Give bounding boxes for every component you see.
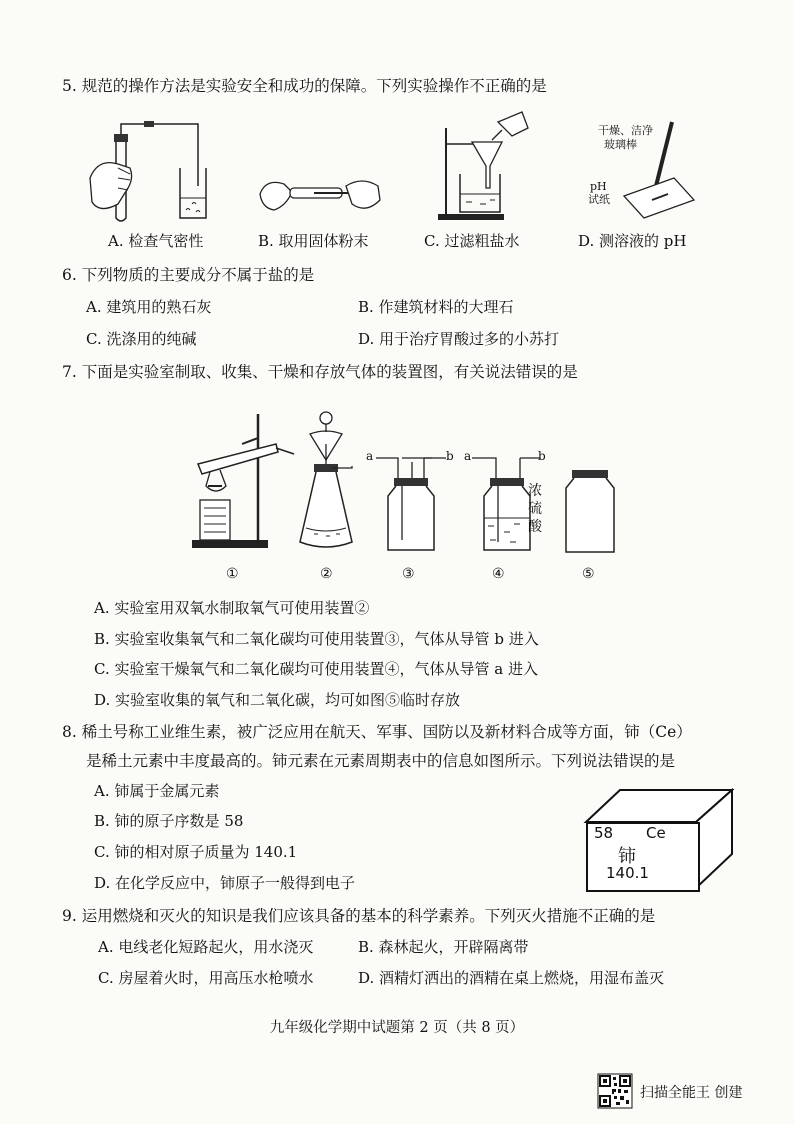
q7-number-2: ② [320, 566, 333, 582]
q5-option-a: A. 检查气密性 [108, 232, 204, 250]
q7-tube-a2: a [464, 449, 472, 463]
q5-powder-figure [256, 170, 386, 220]
q8-stem-line-1: 8. 稀土号称工业维生素，被广泛应用在航天、军事、国防以及新材料合成等方面，铈（Ce） [62, 723, 692, 741]
q5-option-c: C. 过滤粗盐水 [424, 232, 520, 250]
q5-rod-label: 干燥、洁净 [598, 124, 653, 137]
q8-option-b: B. 铈的原子序数是 58 [94, 812, 244, 830]
q9-option-c: C. 房屋着火时，用高压水枪喷水 [98, 969, 314, 987]
q7-tube-a1: a [366, 449, 374, 463]
q6-option-d: D. 用于治疗胃酸过多的小苏打 [358, 330, 560, 348]
q7-apparatus-5 [560, 464, 620, 554]
q7-tube-b1: b [446, 449, 454, 463]
q9-option-d: D. 酒精灯洒出的酒精在桌上燃烧，用湿布盖灭 [358, 969, 665, 987]
q7-acid-label-3: 酸 [528, 519, 542, 535]
q7-stem: 7. 下面是实验室制取、收集、干燥和存放气体的装置图，有关说法错误的是 [62, 363, 578, 381]
q7-apparatus-1 [190, 404, 300, 550]
q6-option-a: A. 建筑用的熟石灰 [86, 298, 212, 316]
q5-option-d: D. 测溶液的 pH [578, 232, 687, 250]
qr-code-icon [598, 1074, 632, 1108]
q5-stem: 5. 规范的操作方法是实验安全和成功的保障。下列实验操作不正确的是 [62, 77, 547, 95]
q9-option-b: B. 森林起火，开辟隔离带 [358, 938, 529, 956]
q5-rod-label-2: 玻璃棒 [604, 138, 637, 151]
q7-number-5: ⑤ [582, 566, 595, 582]
q8-stem-line-2: 是稀土元素中丰度最高的。铈元素在元素周期表中的信息如图所示。下列说法错误的是 [86, 752, 676, 770]
q9-option-a: A. 电线老化短路起火，用水浇灭 [98, 938, 314, 956]
q7-apparatus-3 [372, 449, 454, 552]
q7-acid-label-1: 浓 [528, 483, 542, 499]
q5-option-b: B. 取用固体粉末 [258, 232, 369, 250]
q8-element-name: 铈 [618, 846, 636, 867]
q7-number-1: ① [226, 566, 239, 582]
q9-stem: 9. 运用燃烧和灭火的知识是我们应该具备的基本的科学素养。下列灭火措施不正确的是 [62, 907, 656, 925]
q8-option-a: A. 铈属于金属元素 [94, 782, 220, 800]
q7-number-3: ③ [402, 566, 415, 582]
scanner-watermark: 扫描全能王 创建 [640, 1085, 743, 1101]
q6-option-b: B. 作建筑材料的大理石 [358, 298, 514, 316]
q7-apparatus-2 [296, 404, 376, 552]
q7-tube-b2: b [538, 449, 546, 463]
q7-acid-label-2: 硫 [528, 501, 542, 517]
q8-element-symbol: Ce [646, 824, 666, 842]
q7-option-d: D. 实验室收集的氧气和二氧化碳，均可如图⑤临时存放 [94, 691, 461, 709]
page-footer: 九年级化学期中试题第 2 页（共 8 页） [269, 1020, 525, 1036]
q8-option-c: C. 铈的相对原子质量为 140.1 [94, 843, 298, 861]
q7-option-c: C. 实验室干燥氧气和二氧化碳均可使用装置④，气体从导管 a 进入 [94, 660, 538, 678]
q5-airtight-figure [88, 118, 208, 226]
q7-option-a: A. 实验室用双氧水制取氧气可使用装置② [94, 599, 370, 617]
q6-option-c: C. 洗涤用的纯碱 [86, 330, 197, 348]
q8-option-d: D. 在化学反应中，铈原子一般得到电子 [94, 874, 356, 892]
q5-ph-figure [616, 118, 696, 214]
q8-atomic-mass: 140.1 [606, 864, 649, 882]
q5-filter-figure [432, 108, 532, 220]
q5-ph-label: pH [590, 180, 607, 193]
q5-paper-label: 试纸 [588, 193, 610, 206]
q7-number-4: ④ [492, 566, 505, 582]
q8-atomic-number: 58 [594, 824, 614, 842]
q6-stem: 6. 下列物质的主要成分不属于盐的是 [62, 266, 315, 284]
q7-option-b: B. 实验室收集氧气和二氧化碳均可使用装置③，气体从导管 b 进入 [94, 630, 539, 648]
